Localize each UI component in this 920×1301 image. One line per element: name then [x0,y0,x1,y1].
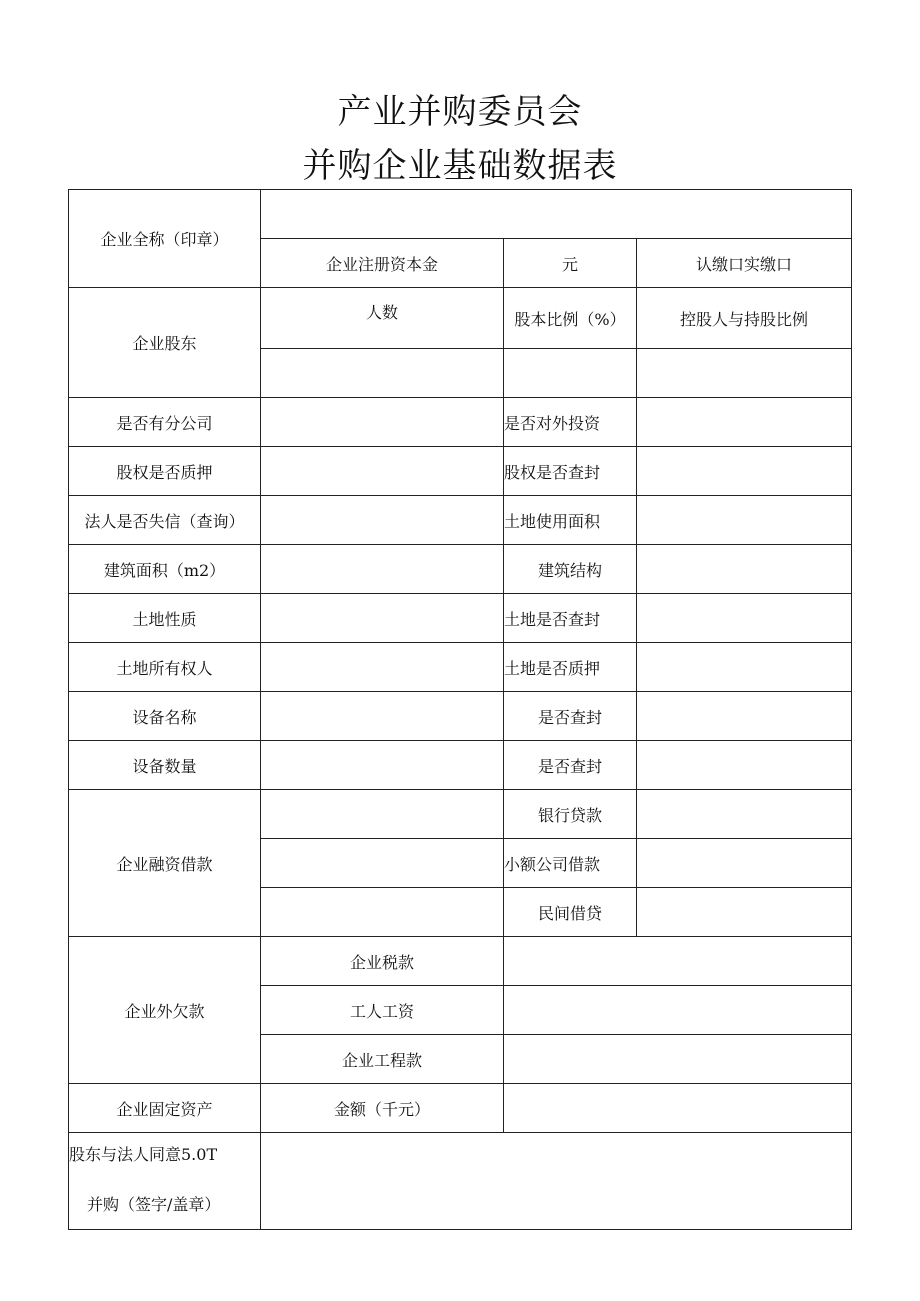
value-field[interactable] [637,790,852,839]
row-label: 建筑结构 [504,545,637,594]
value-field[interactable] [261,496,504,545]
table-row [69,447,852,496]
value-field[interactable] [637,643,852,692]
amount-label: 金额（千元） [261,1084,504,1133]
financing-item: 小额公司借款 [504,839,637,888]
value-field[interactable] [637,839,852,888]
value-field[interactable] [504,937,852,986]
financing-label: 企业融资借款 [69,790,261,937]
row-label: 股权是否质押 [69,447,261,496]
table-row [69,496,852,545]
table-row [69,692,852,741]
consent-line-1: 股东与法人同意5.0T [69,1145,218,1164]
registered-capital-label: 企业注册资本金 [261,239,504,288]
capital-paid-options[interactable]: 认缴口实缴口 [637,239,852,288]
row-label: 土地使用面积 [504,496,637,545]
capital-unit: 元 [504,239,637,288]
table-row [69,545,852,594]
value-field[interactable] [504,1035,852,1084]
value-field[interactable] [637,692,852,741]
value-field[interactable] [637,447,852,496]
row-label: 土地性质 [69,594,261,643]
row-label: 是否查封 [504,692,637,741]
value-field[interactable] [261,839,504,888]
share-ratio-label: 股本比例（%） [504,288,637,349]
arrears-label: 企业外欠款 [69,937,261,1084]
consent-line-2: 并购（签字/盖章） [87,1195,221,1214]
row-label: 是否有分公司 [69,398,261,447]
financing-item: 银行贷款 [504,790,637,839]
company-name-label: 企业全称（印章） [69,190,261,288]
value-field[interactable] [261,594,504,643]
value-field[interactable] [261,643,504,692]
value-field[interactable] [261,790,504,839]
value-field[interactable] [637,398,852,447]
fixed-assets-label: 企业固定资产 [69,1084,261,1133]
row-label: 法人是否失信（查询） [69,496,261,545]
value-field[interactable] [637,594,852,643]
row-label: 土地是否查封 [504,594,637,643]
row-label: 土地是否质押 [504,643,637,692]
signature-field[interactable] [261,1133,852,1230]
row-label: 股权是否查封 [504,447,637,496]
row-label: 设备名称 [69,692,261,741]
page-title: 产业并购委员会 [337,92,583,132]
company-name-field[interactable] [261,190,852,239]
consent-cell [69,1133,261,1230]
arrears-item: 企业税款 [261,937,504,986]
page-subtitle: 并购企业基础数据表 [302,146,618,186]
value-field[interactable] [261,741,504,790]
shareholders-label: 企业股东 [69,288,261,398]
value-field[interactable] [504,986,852,1035]
arrears-item: 工人工资 [261,986,504,1035]
controller-ratio-label: 控股人与持股比例 [637,288,852,349]
value-field[interactable] [504,1084,852,1133]
table-row [69,594,852,643]
table-row [69,398,852,447]
table-row [69,643,852,692]
value-field[interactable] [637,741,852,790]
row-label: 是否查封 [504,741,637,790]
value-field[interactable] [261,545,504,594]
value-field[interactable] [637,888,852,937]
financing-item: 民间借贷 [504,888,637,937]
value-field[interactable] [261,447,504,496]
value-field[interactable] [637,545,852,594]
row-label: 土地所有权人 [69,643,261,692]
headcount-field[interactable] [261,349,504,398]
share-ratio-field[interactable] [504,349,637,398]
value-field[interactable] [261,888,504,937]
controller-ratio-field[interactable] [637,349,852,398]
value-field[interactable] [637,496,852,545]
value-field[interactable] [261,692,504,741]
row-label: 是否对外投资 [504,398,637,447]
headcount-label: 人数 [261,288,504,349]
table-row [69,741,852,790]
value-field[interactable] [261,398,504,447]
row-label: 建筑面积（m2） [69,545,261,594]
data-table [68,189,852,1230]
arrears-item: 企业工程款 [261,1035,504,1084]
row-label: 设备数量 [69,741,261,790]
